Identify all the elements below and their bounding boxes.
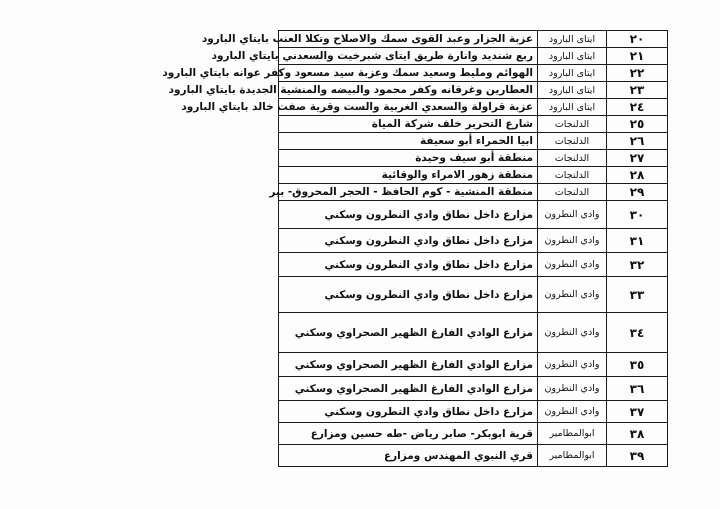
row-region: وادي النطرون xyxy=(538,313,607,353)
table-row xyxy=(279,167,668,184)
row-region: ايتاى البارود xyxy=(538,31,607,48)
row-number: ٢٥ xyxy=(607,116,668,133)
row-region: ايتاى البارود xyxy=(538,99,607,116)
row-area: مزارع داخل نطاق وادي النطرون وسكني xyxy=(279,401,538,423)
row-region: ابوالمطامير xyxy=(538,423,607,445)
table-row xyxy=(279,48,668,65)
table-row xyxy=(279,116,668,133)
row-area: منطقة أبو سيف وحيدة xyxy=(279,150,538,167)
row-region: ايتاى البارود xyxy=(538,48,607,65)
row-number: ٢١ xyxy=(607,48,668,65)
row-area: مزارع داخل نطاق وادي النطرون وسكني xyxy=(279,201,538,229)
row-region: وادي النطرون xyxy=(538,353,607,377)
row-area: العطارين وغرقانه وكفر محمود والبيضه والمنشية الجديدة بايتاي البارود xyxy=(279,82,538,99)
row-area: الهوائم ومليط وسعيد سمك وعزبة سيد مسعود وكفر عوانه بايتاي البارود xyxy=(279,65,538,82)
row-area: مزارع الوادي الفارغ الظهير الصحراوي وسكني xyxy=(279,377,538,401)
row-number: ٢٦ xyxy=(607,133,668,150)
table-row xyxy=(279,133,668,150)
table-row xyxy=(279,313,668,353)
table-row xyxy=(279,201,668,229)
row-region: ابوالمطامير xyxy=(538,445,607,467)
table-body xyxy=(162,31,668,467)
table-row xyxy=(279,445,668,467)
row-area: منطقة زهور الامراء والوقائية xyxy=(279,167,538,184)
row-region: وادي النطرون xyxy=(538,401,607,423)
row-area: عزبة الجزار وعبد القوى سمك والاصلاح وتكلا العنب بايتاي البارود xyxy=(279,31,538,48)
table-row xyxy=(279,423,668,445)
row-number: ٢٩ xyxy=(607,184,668,201)
row-region: ايتاى البارود xyxy=(538,82,607,99)
row-number: ٢٨ xyxy=(607,167,668,184)
row-region: الدلنجات xyxy=(538,150,607,167)
row-region: وادي النطرون xyxy=(538,201,607,229)
row-number: ٣٣ xyxy=(607,277,668,313)
row-number: ٢٢ xyxy=(607,65,668,82)
row-number: ٣٩ xyxy=(607,445,668,467)
row-area: ربع شنديد وانارة طريق ايتاى شبرخيت والسعدني بايتاي البارود xyxy=(279,48,538,65)
row-number: ٣٤ xyxy=(607,313,668,353)
districts-table xyxy=(162,30,668,467)
row-number: ٢٠ xyxy=(607,31,668,48)
row-area: مزارع الوادي الفارغ الظهير الصحراوي وسكني xyxy=(279,353,538,377)
row-number: ٢٣ xyxy=(607,82,668,99)
table-row xyxy=(279,82,668,99)
table-row xyxy=(279,229,668,253)
row-area: مزارع داخل نطاق وادي النطرون وسكني xyxy=(279,277,538,313)
table-row xyxy=(279,401,668,423)
table-row xyxy=(279,377,668,401)
row-region: وادي النطرون xyxy=(538,377,607,401)
table-row xyxy=(279,65,668,82)
row-region: وادي النطرون xyxy=(538,277,607,313)
table-row xyxy=(279,150,668,167)
row-number: ٣٥ xyxy=(607,353,668,377)
row-number: ٣٠ xyxy=(607,201,668,229)
row-area: منطقة المنشية - كوم الحافظ - الحجر المحروق- بير xyxy=(279,184,538,201)
row-region: ايتاى البارود xyxy=(538,65,607,82)
table-row xyxy=(279,31,668,48)
row-region: الدلنجات xyxy=(538,167,607,184)
row-number: ٣٢ xyxy=(607,253,668,277)
table-row xyxy=(279,184,668,201)
row-region: الدلنجات xyxy=(538,133,607,150)
row-number: ٣١ xyxy=(607,229,668,253)
table-row xyxy=(279,99,668,116)
row-area: قري النبوي المهندس ومزارع xyxy=(279,445,538,467)
row-number: ٣٧ xyxy=(607,401,668,423)
row-number: ٢٧ xyxy=(607,150,668,167)
row-area: مزارع الوادي الفارغ الظهير الصحراوي وسكني xyxy=(279,313,538,353)
row-region: الدلنجات xyxy=(538,116,607,133)
row-area: شارع التحرير خلف شركة المياة xyxy=(279,116,538,133)
row-area: قرية ابوبكر- صابر رياض -طه حسين ومزارع xyxy=(279,423,538,445)
row-number: ٣٨ xyxy=(607,423,668,445)
row-number: ٢٤ xyxy=(607,99,668,116)
row-region: وادي النطرون xyxy=(538,253,607,277)
row-area: مزارع داخل نطاق وادي النطرون وسكني xyxy=(279,253,538,277)
row-region: وادي النطرون xyxy=(538,229,607,253)
row-area: عزبة قراولة والسعدي الغربية والست وقرية صفت خالد بايتاي البارود xyxy=(279,99,538,116)
table-row xyxy=(279,253,668,277)
table-row xyxy=(279,353,668,377)
row-number: ٣٦ xyxy=(607,377,668,401)
row-region: الدلنجات xyxy=(538,184,607,201)
row-area: مزارع داخل نطاق وادي النطرون وسكني xyxy=(279,229,538,253)
row-area: ابيا الحمراء أبو سعيفة xyxy=(279,133,538,150)
table-row xyxy=(279,277,668,313)
